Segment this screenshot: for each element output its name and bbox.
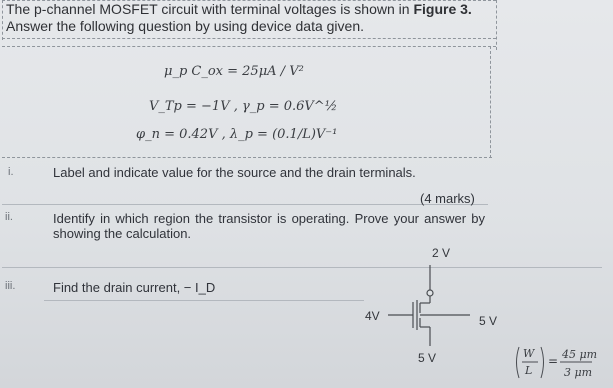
device-eq-phi-lambda: φ_n = 0.42V , λ_p = (0.1/L)V⁻¹ xyxy=(136,127,338,142)
question-1-marks: (4 marks) xyxy=(420,191,475,206)
ratio-value-top: 45 μm xyxy=(562,348,598,361)
device-eq-mobility: μ_p C_ox = 25μA / V² xyxy=(164,64,304,79)
intro-line1: The p-channel MOSFET circuit with terminal voltages is shown in xyxy=(6,1,414,17)
ratio-numerator: W xyxy=(523,347,535,360)
circuit-top-voltage: 2 V xyxy=(432,246,451,260)
question-3-text: Find the drain current, − I_D xyxy=(53,280,216,295)
circuit-bottom-voltage: 5 V xyxy=(418,351,437,365)
device-eq-threshold: V_Tp = −1V , γ_p = 0.6V^½ xyxy=(149,99,338,114)
question-number-2: ii. xyxy=(5,211,13,223)
ratio-value-bottom: 3 μm xyxy=(564,366,593,379)
question-2-text: Identify in which region the transistor is operating. Prove your answer by showing the calculation. xyxy=(53,211,485,241)
intro-line2: Answer the following question by using device data given. xyxy=(6,18,364,34)
question-1-text: Label and indicate value for the source and the drain terminals. xyxy=(53,165,416,180)
question-number-3: iii. xyxy=(5,280,16,292)
ratio-equals: = xyxy=(548,354,559,368)
figure-ref: Figure 3. xyxy=(413,1,472,17)
ratio-denominator: L xyxy=(525,364,533,377)
circuit-gate-voltage: 4V xyxy=(365,309,380,323)
question-number-1: i. xyxy=(8,166,14,178)
circuit-right-voltage: 5 V xyxy=(479,314,498,328)
